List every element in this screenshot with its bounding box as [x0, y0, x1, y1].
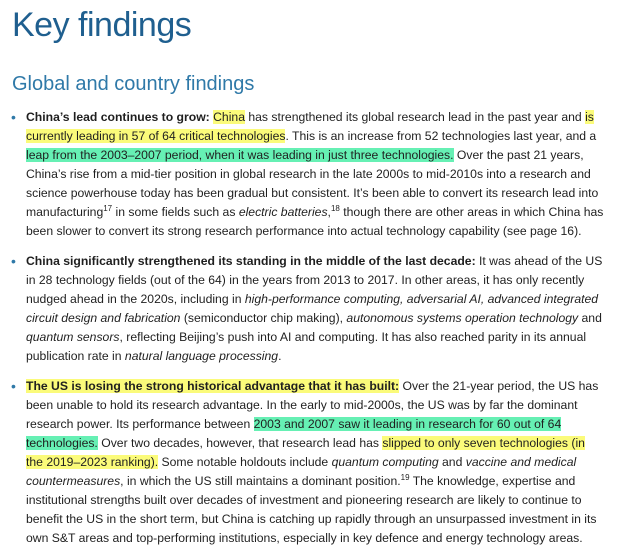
finding-italic: autonomous systems operation technology: [346, 311, 579, 325]
finding-text-run: Over the past 21 years, China’s rise from a mid-tier position in global research in the late 2000s to mid-2010s into a research and science powerhouse today has been gradual but consistent. It’s been able to convert its research lead into manufacturing: [26, 148, 599, 219]
highlight-green: 2003 and 2007 saw it leading in research for 60 out of 64 technologies.: [26, 417, 562, 450]
bullet-icon: •: [11, 378, 16, 394]
finding-text-run: has strengthened its global research lead in the past year and: [244, 110, 586, 124]
finding-text-run: , reflecting Beijing’s push into AI and computing. It has also reached parity in its annual publication rate in: [26, 330, 587, 363]
findings-list: [0, 108, 624, 559]
finding-text-run: , in which the US still maintains a dominant position.: [120, 474, 401, 488]
finding-italic: vaccine and medical countermeasures: [26, 455, 577, 488]
finding-text-run: in some fields such as: [112, 205, 239, 219]
finding-text-run: Over the 21-year period, the US has been unable to hold its research advantage. In the early to mid-2000s, the US was by far the dominant research power. Its performance between: [26, 379, 599, 431]
finding-lead: The US is losing the strong historical advantage that it has built:: [26, 379, 400, 393]
finding-text-run: . This is an increase from 52 technologies last year, and a: [285, 129, 597, 143]
finding-italic: natural language processing: [124, 349, 279, 363]
finding-text-run: .: [278, 349, 282, 363]
finding-italic: quantum computing: [331, 455, 439, 469]
finding-item: [0, 377, 624, 548]
finding-lead: China significantly strengthened its standing in the middle of the last decade:: [26, 254, 476, 268]
finding-text: [26, 252, 604, 366]
finding-italic: electric batteries: [238, 205, 328, 219]
finding-text: [26, 108, 604, 241]
finding-text-run: The knowledge, expertise and institutional strengths built over decades of investment and pioneering research are likely to continue to benefit the US in the short term, but China is catching up rapidly through an unsurpassed investment in its own S&T areas and top-performing institutions, especially in key defence and energy technology areas.: [26, 474, 597, 545]
finding-italic: high-performance computing, adversarial AI, advanced integrated circuit design and fabrication: [26, 292, 599, 325]
finding-item: [0, 108, 624, 241]
finding-text: [26, 377, 604, 548]
finding-text-run: and: [578, 311, 602, 325]
footnote-ref[interactable]: 17: [103, 203, 113, 213]
finding-italic: quantum sensors: [26, 330, 120, 344]
finding-text-run: Some notable holdouts include: [158, 455, 332, 469]
page-title: Key findings: [12, 6, 192, 44]
footnote-ref[interactable]: 19: [400, 472, 410, 482]
bullet-icon: •: [11, 109, 16, 125]
bullet-icon: •: [11, 253, 16, 269]
finding-text-run: (semiconductor chip making),: [180, 311, 347, 325]
highlight-yellow: slipped to only seven technologies (in the 2019–2023 ranking).: [26, 436, 585, 469]
finding-item: [0, 252, 624, 366]
highlight-yellow: is currently leading in 57 of 64 critical technologies: [26, 110, 594, 143]
highlight-green: leap from the 2003–2007 period, when it was leading in just three technologies.: [26, 148, 454, 162]
section-subtitle: Global and country findings: [12, 73, 255, 95]
finding-text-run: and: [438, 455, 466, 469]
finding-lead: China’s lead continues to grow:: [26, 110, 210, 124]
highlight-yellow: China: [213, 110, 245, 124]
footnote-ref[interactable]: 18: [330, 203, 340, 213]
finding-text-run: ,: [327, 205, 331, 219]
finding-text-run: though there are other areas in which China has been slower to convert its strong research performance into actual technology capability (see page 16).: [26, 205, 604, 238]
finding-text-run: Over two decades, however, that research lead has: [97, 436, 383, 450]
finding-text-run: It was ahead of the US in 28 technology fields (out of the 64) in the years from 2013 to 2017. In other areas, it has only recently nudged ahead in the 2020s, including in: [26, 254, 603, 306]
